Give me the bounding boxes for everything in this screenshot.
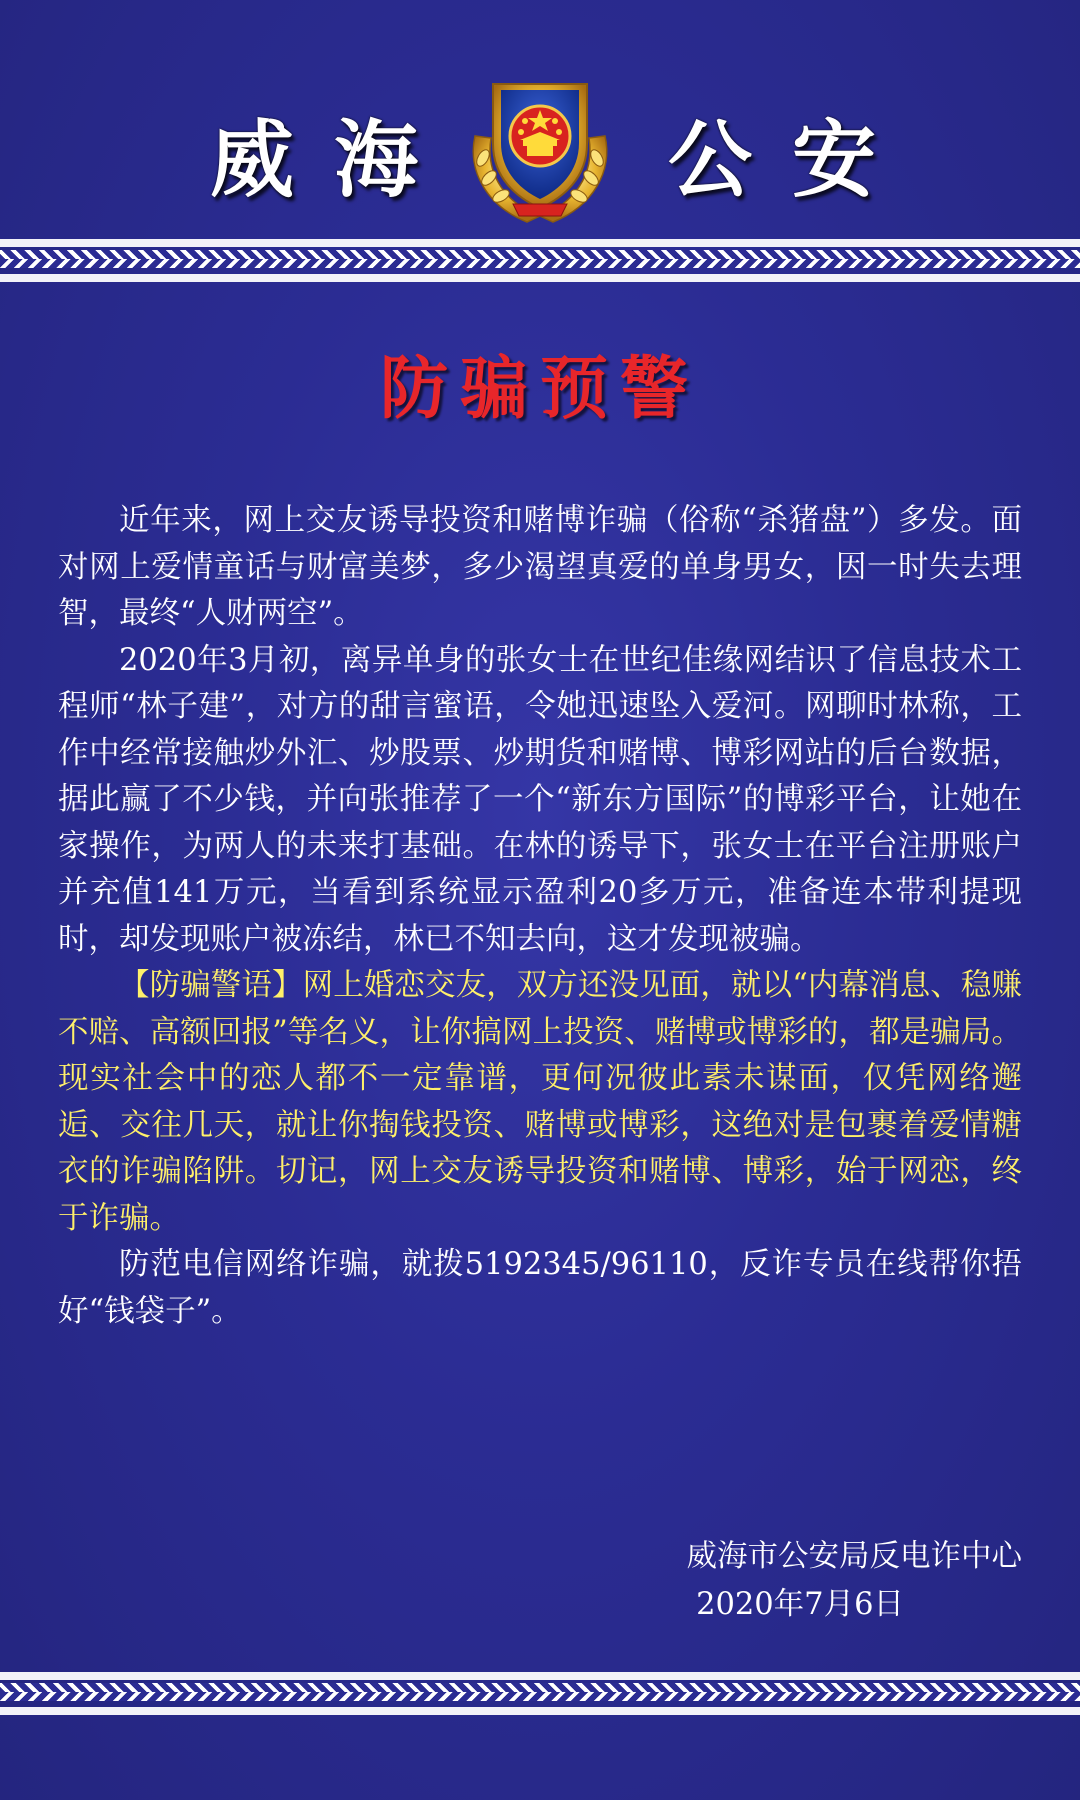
page-title: 防骗预警: [379, 350, 700, 429]
paragraph-intro: 近年来，网上交友诱导投资和赌博诈骗（俗称“杀猪盘”）多发。面对网上爱情童话与财富美梦，多少渴望真爱的单身男女，因一时失去理智，最终“人财两空”。: [58, 503, 1022, 631]
police-emblem-icon: [457, 66, 623, 232]
header-right-text: 公安: [668, 111, 917, 209]
signature-org: 威海市公安局反电诈中心: [686, 1539, 1022, 1574]
signature-date: 2020年7月6日: [696, 1587, 904, 1622]
signature: [422, 1533, 1022, 1629]
paragraph-case: 2020年3月初，离异单身的张女士在世纪佳缘网结识了信息技术工程师“林子建”，对方的甜言蜜语，令她迅速坠入爱河。网聊时林称，工作中经常接触炒外汇、炒股票、炒期货和赌博、博彩网站的后台数据，据此赢了不少钱，并向张推荐了一个“新东方国际”的博彩平台，让她在家操作，为两人的未来打基础。在林的诱导下，张女士在平台注册账户并充值141万元，当看到系统显示盈利20多万元，准备连本带利提现时，却发现账户被冻结，林已不知去向，这才发现被骗。: [58, 642, 1022, 957]
paragraph-hotline: 防范电信网络诈骗，就拨5192345/96110，反诈专员在线帮你捂好“钱袋子”。: [58, 1247, 1022, 1329]
decorative-stripe-bottom: [0, 1680, 1080, 1710]
paragraph-warning: 【防骗警语】网上婚恋交友，双方还没见面，就以“内幕消息、稳赚不赔、高额回报”等名义，让你搞网上投资、赌博或博彩的，都是骗局。现实社会中的恋人都不一定靠谱，更何况彼此素未谋面，仅凭网络邂逅、交往几天，就让你掏钱投资、赌博或博彩，这绝对是包裹着爱情糖衣的诈骗陷阱。切记，网上交友诱导投资和赌博、博彩，始于网恋，终于诈骗。: [58, 968, 1022, 1236]
article-body: [58, 498, 1022, 1335]
header: [0, 0, 1080, 240]
header-left-text: 威海: [210, 111, 459, 209]
decorative-stripe-top: [0, 247, 1080, 277]
